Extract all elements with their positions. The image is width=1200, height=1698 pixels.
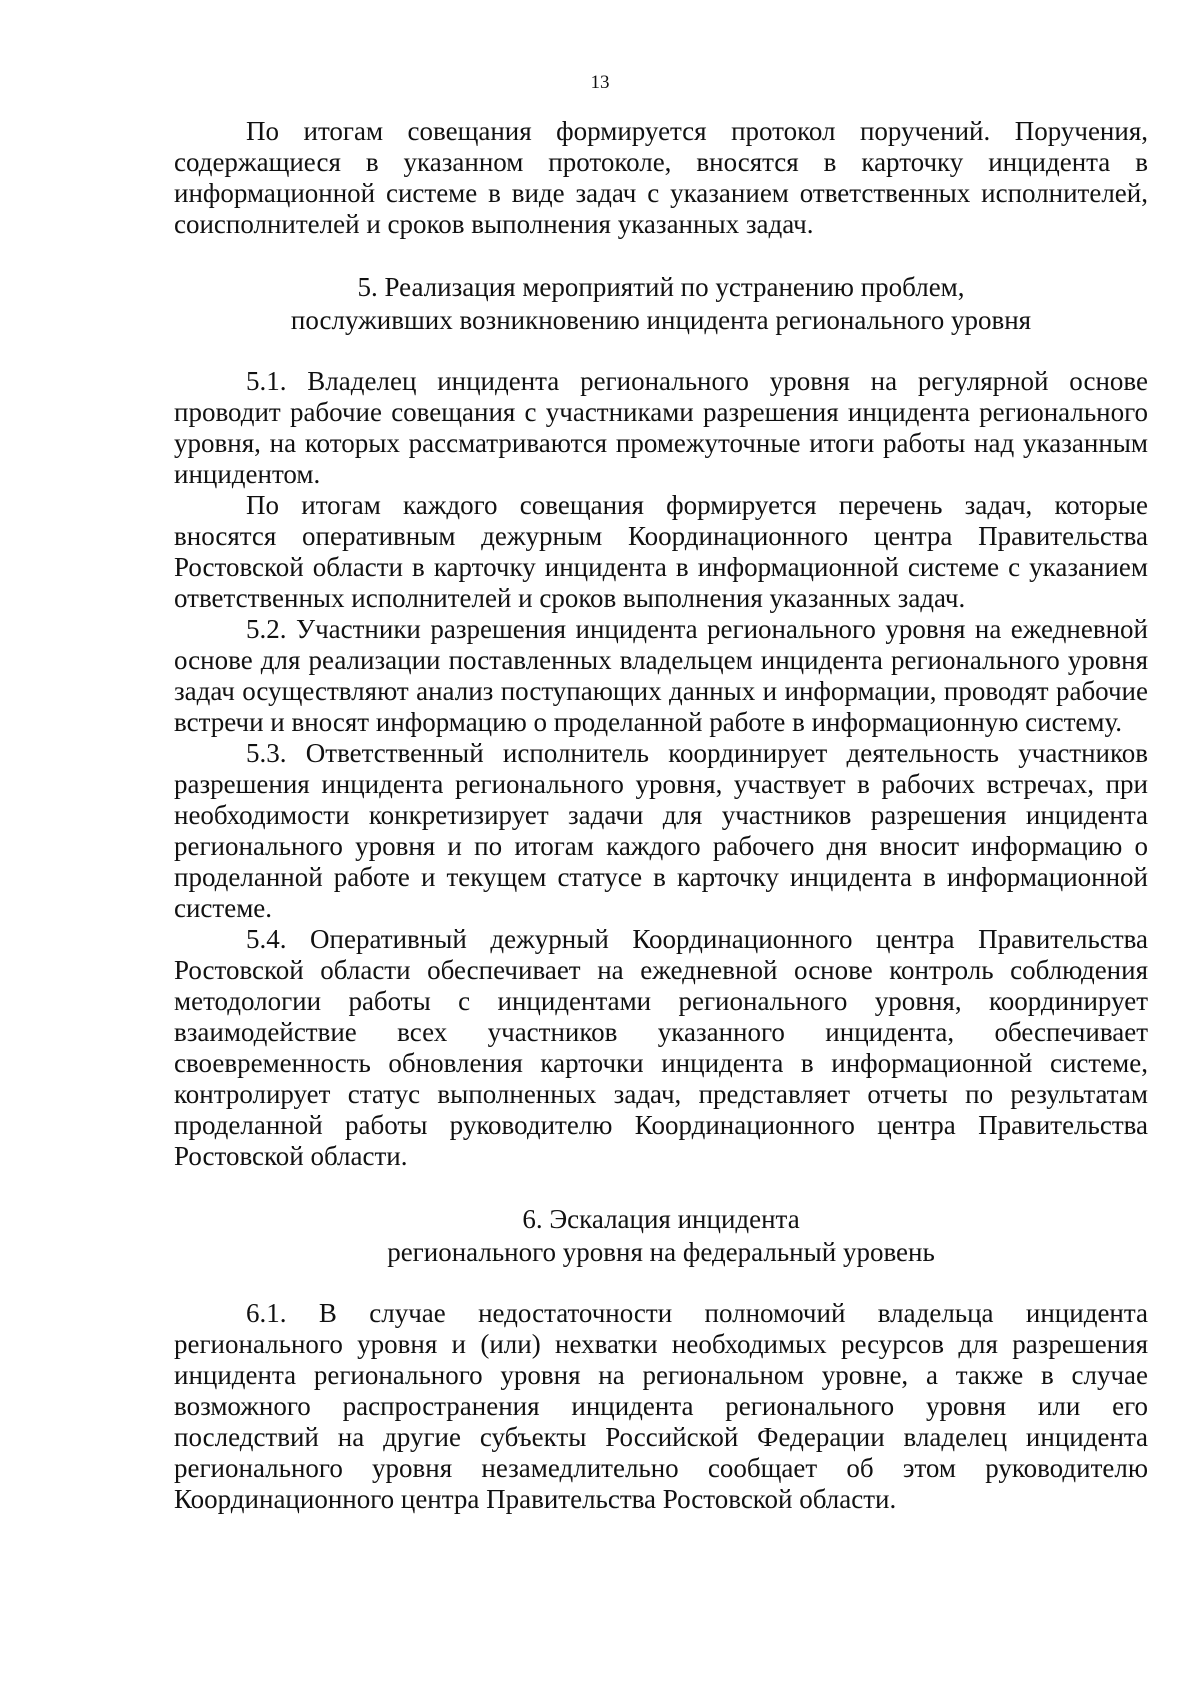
section-6-heading-line-1: 6. Эскалация инцидента (522, 1204, 800, 1234)
section-5-heading-line-1: 5. Реализация мероприятий по устранению проблем, (357, 272, 965, 302)
paragraph-5-2: 5.2. Участники разрешения инцидента регионального уровня на ежедневной основе для реализации поставленных владельцем инцидента регионального уровня задач осуществляют анализ поступающих данных и информации, проводят рабочие встречи и вносят информацию о проделанной работе в информационную систему. (174, 614, 1148, 737)
page-number: 13 (590, 72, 610, 93)
section-5-heading-line-2: послуживших возникновению инцидента регионального уровня (290, 305, 1032, 335)
section-6-heading (174, 1203, 1148, 1269)
paragraph-5-1: 5.1. Владелец инцидента регионального уровня на регулярной основе проводит рабочие совещания с участниками разрешения инцидента регионального уровня, на которых рассматриваются промежуточные итоги работы над указанным инцидентом. (174, 366, 1148, 489)
paragraph-5-3: 5.3. Ответственный исполнитель координирует деятельность участников разрешения инцидента регионального уровня, участвует в рабочих встречах, при необходимости конкретизирует задачи для участников разрешения инцидента регионального уровня и по итогам каждого рабочего дня вносит информацию о проделанной работе и текущем статусе в карточку инцидента в информационной системе. (174, 738, 1148, 923)
document-body (174, 116, 1148, 1515)
section-6-heading-line-2: регионального уровня на федеральный уровень (387, 1237, 935, 1267)
paragraph-5-1-continued: По итогам каждого совещания формируется перечень задач, которые вносятся оперативным дежурным Координационного центра Правительства Ростовской области в карточку инцидента в информационной системе с указанием ответственных исполнителей и сроков выполнения указанных задач. (174, 490, 1148, 613)
section-5-heading (174, 271, 1148, 337)
paragraph-5-4: 5.4. Оперативный дежурный Координационного центра Правительства Ростовской области обеспечивает на ежедневной основе контроль соблюдения методологии работы с инцидентами регионального уровня, координирует взаимодействие всех участников указанного инцидента, обеспечивает своевременность обновления карточки инцидента в информационной системе, контролирует статус выполненных задач, представляет отчеты по результатам проделанной работы руководителю Координационного центра Правительства Ростовской области. (174, 924, 1148, 1171)
paragraph-6-1: 6.1. В случае недостаточности полномочий владельца инцидента регионального уровня и (или) нехватки необходимых ресурсов для разрешения инцидента регионального уровня на региональном уровне, а также в случае возможного распространения инцидента регионального уровня или его последствий на другие субъекты Российской Федерации владелец инцидента регионального уровня незамедлительно сообщает об этом руководителю Координационного центра Правительства Ростовской области. (174, 1298, 1148, 1514)
paragraph-protocol: По итогам совещания формируется протокол поручений. Поручения, содержащиеся в указанном протоколе, вносятся в карточку инцидента в информационной системе в виде задач с указанием ответственных исполнителей, соисполнителей и сроков выполнения указанных задач. (174, 116, 1148, 239)
